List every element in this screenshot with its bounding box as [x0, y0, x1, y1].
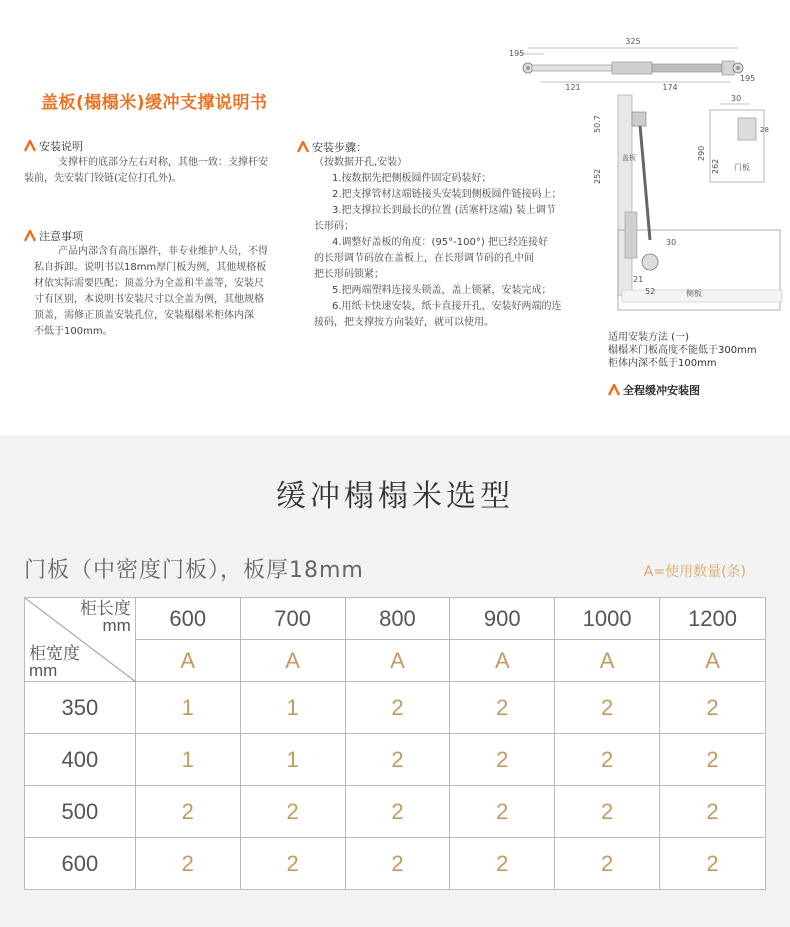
dim-290: 290 [697, 145, 706, 161]
qty-cell: 2 [555, 682, 660, 734]
dim-seg-b: 174 [662, 83, 678, 92]
dim-52: 52 [645, 287, 656, 296]
label-door: 门板 [734, 163, 750, 172]
dim-262: 262 [711, 158, 720, 174]
table-row [25, 786, 766, 838]
step-line: （按数据开孔,安装） [314, 157, 408, 168]
step-line: 3.把支撑拉长到最长的位置 (活塞杆这端) 装上调节 [332, 205, 556, 216]
table-row [25, 838, 766, 890]
qty-cell: 2 [660, 682, 766, 734]
caution-line: 寸有区别，本说明书安装尺寸以全盖为例，其他规格 [34, 294, 264, 305]
caption-line: 榻榻米门板高度不能低于300mm [608, 345, 757, 356]
a-label-cell: A [660, 640, 766, 682]
qty-cell: 2 [240, 838, 345, 890]
step-line: 接码，把支撑按方向装好，就可以使用。 [314, 317, 494, 328]
selection-title: 缓冲榻榻米选型 [276, 479, 514, 514]
length-header: 600 [135, 598, 240, 640]
qty-cell: 1 [240, 734, 345, 786]
table-header-row [25, 598, 766, 640]
width-header: 500 [25, 786, 136, 838]
dim-30-top: 30 [731, 94, 742, 103]
selection-section [0, 435, 790, 927]
install-note-heading: 安装说明 [24, 138, 83, 154]
qty-cell: 1 [135, 682, 240, 734]
caret-up-icon [608, 384, 620, 396]
table-corner-cell [25, 598, 136, 682]
qty-cell: 2 [450, 786, 555, 838]
qty-cell: 2 [555, 786, 660, 838]
length-header: 1000 [555, 598, 660, 640]
qty-cell: 2 [135, 786, 240, 838]
strut-drawing [509, 37, 755, 92]
diagram-caption-heading: 全程缓冲安装图 [608, 382, 700, 398]
qty-cell: 2 [345, 786, 450, 838]
steps-heading: 安装步骤： [297, 139, 367, 155]
a-label-cell: A [555, 640, 660, 682]
caution-heading: 注意事项 [24, 228, 83, 244]
qty-cell: 2 [345, 734, 450, 786]
length-header: 900 [450, 598, 555, 640]
install-note-line: 支撑杆的底部分左右对称，其他一致：支撑杆安 [58, 157, 268, 168]
width-header: 350 [25, 682, 136, 734]
qty-cell: 1 [240, 682, 345, 734]
dim-seg-a: 121 [565, 83, 581, 92]
corner-width-label: 柜宽度 mm [29, 644, 80, 680]
step-line: 把长形码锁紧； [314, 269, 384, 280]
label-lid: 盖板 [622, 154, 636, 162]
selection-table [24, 597, 766, 890]
table-row [25, 734, 766, 786]
dim-30-mid: 30 [666, 238, 677, 247]
qty-cell: 1 [135, 734, 240, 786]
width-header: 600 [25, 838, 136, 890]
dim-left-end: 195 [509, 49, 525, 58]
install-note-line: 装前，先安装门铰链(定位打孔外)。 [24, 173, 182, 184]
dim-50-7: 50.7 [593, 115, 602, 133]
corner-length-label: 柜长度 mm [79, 599, 131, 635]
caption-line: 柜体内深不低于100mm [608, 358, 717, 369]
selection-legend: A=使用数量(条) [643, 564, 746, 580]
dim-28: 28 [760, 126, 769, 134]
qty-cell: 2 [660, 838, 766, 890]
caret-up-icon [297, 141, 309, 153]
caution-line: 私自拆卸。说明书以18mm厚门板为例，其他规格板 [34, 262, 267, 273]
a-label-cell: A [345, 640, 450, 682]
step-line: 长形码； [314, 221, 354, 232]
diagram-caption [608, 331, 757, 370]
label-side: 侧板 [686, 289, 702, 298]
step-line: 5.把两端塑料连接头锁盖，盖上锁紧，安装完成； [332, 285, 552, 296]
caption-line: 适用安装方法 (一) [608, 332, 689, 343]
caret-up-icon [24, 230, 36, 242]
qty-cell: 2 [240, 786, 345, 838]
width-header: 400 [25, 734, 136, 786]
qty-cell: 2 [660, 734, 766, 786]
instruction-section [0, 0, 790, 435]
install-note-body [24, 155, 294, 187]
qty-cell: 2 [660, 786, 766, 838]
length-header: 1200 [660, 598, 766, 640]
page-title: 盖板(榻榻米)缓冲支撑说明书 [41, 93, 268, 113]
a-label-cell: A [240, 640, 345, 682]
qty-cell: 2 [345, 838, 450, 890]
qty-cell: 2 [450, 682, 555, 734]
caret-up-icon [24, 140, 36, 152]
step-line: 2.把支撑管材这端链接头安装到侧板圆件链接码上； [332, 189, 562, 200]
caution-line: 产品内部含有高压器件，非专业维护人员，不得 [58, 246, 268, 257]
step-line: 的长形调节码放在盖板上，在长形调节码的孔中间 [314, 253, 534, 264]
qty-cell: 2 [555, 838, 660, 890]
step-line: 4.调整好盖板的角度：(95°-100°) 把已经连接好 [332, 237, 548, 248]
selection-subtitle: 门板（中密度门板），板厚18mm [24, 558, 364, 583]
qty-cell: 2 [450, 734, 555, 786]
qty-cell: 2 [135, 838, 240, 890]
a-label-cell: A [450, 640, 555, 682]
caution-line: 顶盖，需修正顶盖安装孔位，安装榻榻米柜体内深 [34, 310, 254, 321]
caution-body [34, 244, 304, 340]
qty-cell: 2 [345, 682, 450, 734]
caution-line: 材依实际需要匹配；顶盖分为全盖和半盖等，安装尺 [34, 278, 264, 289]
table-row [25, 682, 766, 734]
dim-total: 325 [625, 37, 641, 46]
caution-line: 不低于100mm。 [34, 326, 113, 337]
dim-252: 252 [593, 168, 602, 184]
step-line: 6.用纸卡快速安装，纸卡直接开孔，安装好两端的连 [332, 301, 562, 312]
length-header: 700 [240, 598, 345, 640]
length-header: 800 [345, 598, 450, 640]
a-label-cell: A [135, 640, 240, 682]
qty-cell: 2 [555, 734, 660, 786]
step-line: 1.按数据先把侧板圆件固定码装好； [332, 173, 492, 184]
qty-cell: 2 [450, 838, 555, 890]
dim-right-end: 195 [740, 74, 756, 83]
door-detail-drawing [697, 94, 769, 182]
dim-21: 21 [633, 275, 644, 284]
